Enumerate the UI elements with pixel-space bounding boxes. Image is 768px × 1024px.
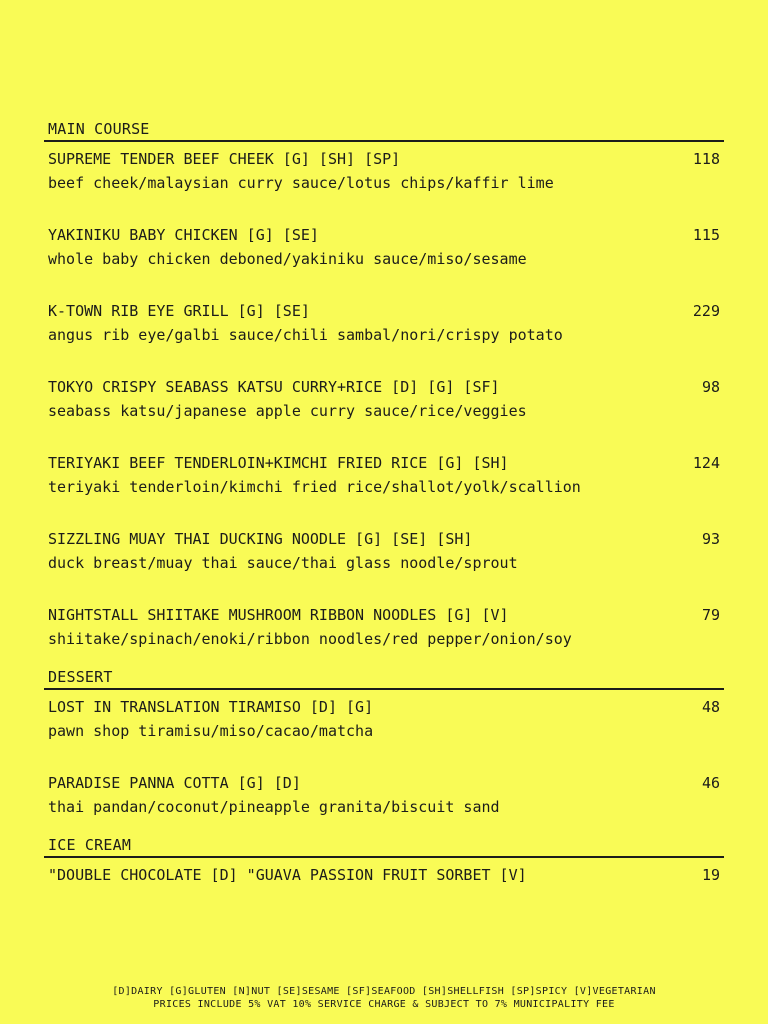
item-price: 229 (692, 302, 720, 320)
menu-items (44, 858, 724, 894)
section-main-course (44, 118, 724, 658)
item-name: TOKYO CRISPY SEABASS KATSU CURRY+RICE [D] [G] [SF] (48, 378, 500, 396)
item-description: teriyaki tenderloin/kimchi fried rice/shallot/yolk/scallion (48, 478, 581, 496)
menu-item (44, 772, 724, 826)
item-name: "DOUBLE CHOCOLATE [D] "GUAVA PASSION FRUIT SORBET [V] (48, 866, 527, 884)
item-name: K-TOWN RIB EYE GRILL [G] [SE] (48, 302, 310, 320)
item-description: duck breast/muay thai sauce/thai glass noodle/sprout (48, 554, 518, 572)
item-price: 124 (692, 454, 720, 472)
allergen-legend: [D]DAIRY [G]GLUTEN [N]NUT [SE]SESAME [SF]SEAFOOD [SH]SHELLFISH [SP]SPICY [V]VEGETARIAN (112, 986, 656, 997)
item-name: PARADISE PANNA COTTA [G] [D] (48, 774, 301, 792)
item-name: YAKINIKU BABY CHICKEN [G] [SE] (48, 226, 319, 244)
item-price: 93 (701, 530, 720, 548)
item-price: 19 (701, 866, 720, 884)
section-dessert (44, 666, 724, 826)
menu-item (44, 604, 724, 658)
menu-item (44, 696, 724, 772)
section-title: ICE CREAM (44, 834, 724, 858)
item-name: NIGHTSTALL SHIITAKE MUSHROOM RIBBON NOODLES [G] [V] (48, 606, 509, 624)
pricing-note: PRICES INCLUDE 5% VAT 10% SERVICE CHARGE & SUBJECT TO 7% MUNICIPALITY FEE (153, 999, 615, 1010)
item-name: TERIYAKI BEEF TENDERLOIN+KIMCHI FRIED RICE [G] [SH] (48, 454, 509, 472)
item-price: 98 (701, 378, 720, 396)
item-name: SIZZLING MUAY THAI DUCKING NOODLE [G] [SE] [SH] (48, 530, 473, 548)
item-description: pawn shop tiramisu/miso/cacao/matcha (48, 722, 374, 740)
item-price: 79 (701, 606, 720, 624)
item-description: thai pandan/coconut/pineapple granita/biscuit sand (48, 798, 500, 816)
menu-page (44, 118, 724, 894)
menu-footer (0, 985, 768, 1011)
item-description: shiitake/spinach/enoki/ribbon noodles/red pepper/onion/soy (48, 630, 572, 648)
menu-item (44, 300, 724, 376)
menu-item (44, 148, 724, 224)
menu-items (44, 142, 724, 658)
item-description: whole baby chicken deboned/yakiniku sauce/miso/sesame (48, 250, 527, 268)
item-price: 46 (701, 774, 720, 792)
section-ice-cream (44, 834, 724, 894)
menu-items (44, 690, 724, 826)
menu-item (44, 376, 724, 452)
item-description: beef cheek/malaysian curry sauce/lotus chips/kaffir lime (48, 174, 554, 192)
section-title: MAIN COURSE (44, 118, 724, 142)
item-name: LOST IN TRANSLATION TIRAMISO [D] [G] (48, 698, 374, 716)
section-title: DESSERT (44, 666, 724, 690)
item-name: SUPREME TENDER BEEF CHEEK [G] [SH] [SP] (48, 150, 401, 168)
menu-item (44, 452, 724, 528)
item-price: 118 (692, 150, 720, 168)
menu-item (44, 528, 724, 604)
item-price: 115 (692, 226, 720, 244)
item-price: 48 (701, 698, 720, 716)
item-description: angus rib eye/galbi sauce/chili sambal/nori/crispy potato (48, 326, 563, 344)
menu-item (44, 864, 724, 894)
item-description: seabass katsu/japanese apple curry sauce/rice/veggies (48, 402, 527, 420)
menu-item (44, 224, 724, 300)
